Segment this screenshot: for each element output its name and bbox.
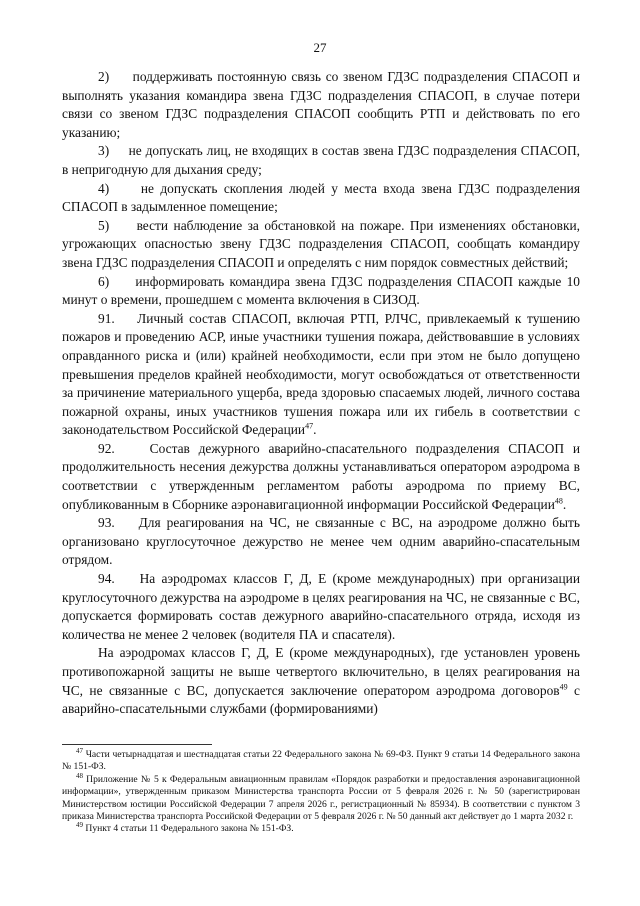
footnote-text: Части четырнадцатая и шестнадцатая статьи 22 Федерального закона № 69-ФЗ. Пункт 9 статьи 14 Федерального закона № 151-ФЗ.	[62, 749, 580, 773]
footnote-ref-49[interactable]: 49	[559, 682, 568, 692]
paragraph-tail: с аварийно-спасательными службами (формированиями)	[62, 682, 580, 717]
footnote-text: Приложение № 5 к Федеральным авиационным правилам «Порядок разработки и предоставления аэронавигационной информации», утвержденным приказом Министерства транспорта России от 5 февраля 2026 г. № 50 (зарегистрирован Министерством юстиции Российской Федерации 7 апреля 2026 г., регистрационный № 85934). В соответствии с пунктом 3 приказа Министерства транспорта Российской Федерации от 5 февраля 2026 г. № 50 данный акт действует до 1 марта 2032 г.	[62, 773, 580, 823]
footnote-divider	[62, 744, 212, 745]
paragraph-item-5	[62, 217, 580, 273]
paragraph-tail: .	[313, 422, 317, 438]
paragraph-91	[62, 310, 580, 440]
paragraph-item-3	[62, 142, 580, 179]
paragraph-text: 5) вести наблюдение за обстановкой на пожаре. При изменениях обстановки, угрожающих опасностью звену ГДЗС подразделения СПАСОП, сообщать командиру звена ГДЗС подразделения СПАСОП и определять с ним порядок совместных действий;	[62, 217, 580, 270]
paragraph-item-2	[62, 68, 580, 142]
footnote-49	[62, 823, 580, 835]
paragraph-92	[62, 440, 580, 514]
footnotes	[62, 746, 580, 836]
footnote-48	[62, 771, 580, 824]
paragraph-text: 2) поддерживать постоянную связь со звеном ГДЗС подразделения СПАСОП и выполнять указания командира звена ГДЗС подразделения СПАСОП, в случае потери связи со звеном ГДЗС подразделения СПАСОП сообщить РТП и действовать по его указанию;	[62, 69, 580, 140]
paragraph-item-6	[62, 273, 580, 310]
paragraph-item-4	[62, 180, 580, 217]
paragraph-text: 4) не допускать скопления людей у места входа звена ГДЗС подразделения СПАСОП в задымленное помещение;	[62, 180, 580, 215]
footnote-ref-48[interactable]: 48	[554, 496, 563, 506]
page-number: 27	[313, 40, 327, 55]
body-text	[62, 68, 580, 719]
paragraph-text: На аэродромах классов Г, Д, Е (кроме международных), где установлен уровень противопожарной защиты не выше четвертого включительно, в целях реагирования на ЧС, не связанные с ВС, допускается заключение оператором аэродрома договоров	[62, 645, 580, 698]
paragraph-text: 94. На аэродромах классов Г, Д, Е (кроме международных) при организации круглосуточного дежурства на аэродроме в целях реагирования на ЧС, не связанные с ВС, допускается формировать состав дежурного аварийно-спасательного отряда, исходя из количества не менее 2 человек (водителя ПА и спасателя).	[62, 571, 580, 642]
paragraph-text: 91. Личный состав СПАСОП, включая РТП, РЛЧС, привлекаемый к тушению пожаров и проведению АСР, иные участники тушения пожара, действовавшие в условиях оправданного риска и (или) крайней необходимости, если при этом не было допущено превышения пределов крайней необходимости, могут освобождаться от ответственности за причинение материального ущерба, вреда здоровью спасаемых людей, личного состава пожарной охраны, иных участников тушения пожара или их гибель в соответствии с законодательством Российской Федерации	[62, 310, 580, 438]
paragraph-93	[62, 514, 580, 570]
footnote-47	[62, 746, 580, 774]
paragraph-text: 92. Состав дежурного аварийно-спасательного подразделения СПАСОП и продолжительность несения дежурства должны устанавливаться оператором аэродрома в соответствии с утвержденным регламентом работы аэродрома по приему ВС, опубликованным в Сборнике аэронавигационной информации Российской Федерации	[62, 440, 580, 512]
footnote-number: 48	[76, 771, 83, 780]
footnote-text: Пункт 4 статьи 11 Федерального закона № 151-ФЗ.	[83, 823, 294, 835]
footnote-number: 47	[76, 746, 83, 755]
footnote-ref-47[interactable]: 47	[305, 421, 314, 431]
paragraph-94	[62, 570, 580, 644]
paragraph-tail: .	[562, 496, 567, 512]
paragraph-94-continued	[62, 644, 580, 718]
footnote-number: 49	[76, 821, 83, 830]
paragraph-text: 6) информировать командира звена ГДЗС подразделения СПАСОП каждые 10 минут о времени, прошедшем с момента включения в СИЗОД.	[62, 273, 580, 308]
paragraph-text: 93. Для реагирования на ЧС, не связанные с ВС, на аэродроме должно быть организовано круглосуточное дежурство не менее чем одним аварийно-спасательным отрядом.	[62, 515, 580, 568]
paragraph-text: 3) не допускать лиц, не входящих в состав звена ГДЗС подразделения СПАСОП, в непригодную для дыхания среду;	[62, 143, 580, 177]
